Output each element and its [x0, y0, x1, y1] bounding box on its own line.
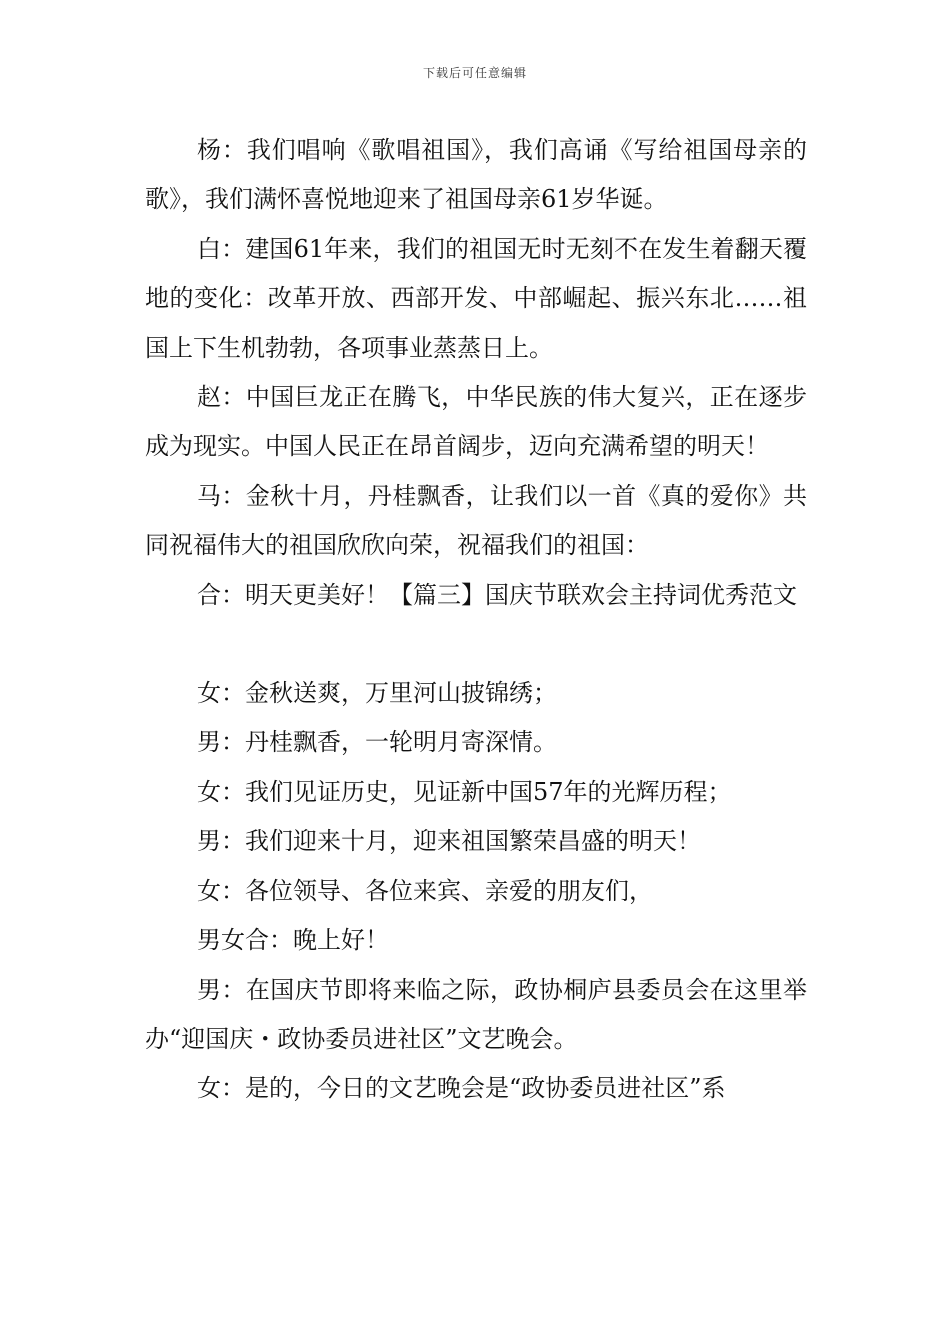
paragraph-male-3: 男：在国庆节即将来临之际，政协桐庐县委员会在这里举办“迎国庆・政协委员进社区”文艺晚会。 — [145, 975, 807, 1053]
paragraph-female-1: 女：金秋送爽，万里河山披锦绣； — [197, 679, 557, 708]
paragraph-bai: 白：建国61年来，我们的祖国无时无刻不在发生着翻天覆地的变化：改革开放、西部开发、中部崛起、振兴东北……祖国上下生机勃勃，各项事业蒸蒸日上。 — [145, 234, 807, 362]
paragraph-gap — [145, 620, 807, 669]
paragraph-male-1: 男：丹桂飘香，一轮明月寄深情。 — [197, 728, 557, 757]
paragraph-together: 男女合：晚上好！ — [197, 926, 389, 955]
paragraph-yang: 杨：我们唱响《歌唱祖国》，我们高诵《写给祖国母亲的歌》，我们满怀喜悦地迎来了祖国母亲61岁华诞。 — [145, 136, 807, 214]
paragraph-female-3: 女：各位领导、各位来宾、亲爱的朋友们， — [197, 876, 653, 905]
page-header-note: 下载后可任意编辑 — [422, 66, 527, 80]
paragraph-female-4: 女：是的，今日的文艺晚会是“政协委员进社区”系 — [197, 1074, 726, 1103]
paragraph-zhao: 赵：中国巨龙正在腾飞，中华民族的伟大复兴，正在逐步成为现实。中国人民正在昂首阔步，迈向充满希望的明天！ — [145, 383, 807, 461]
paragraph-ma: 马：金秋十月，丹桂飘香，让我们以一首《真的爱你》共同祝福伟大的祖国欣欣向荣，祝福我们的祖国： — [145, 481, 807, 560]
paragraph-female-2: 女：我们见证历史，见证新中国57年的光辉历程； — [197, 777, 732, 806]
paragraph-male-2: 男：我们迎来十月，迎来祖国繁荣昌盛的明天！ — [197, 827, 701, 856]
document-body — [145, 126, 807, 1114]
paragraph-he-section-three: 合：明天更美好！【篇三】国庆节联欢会主持词优秀范文 — [197, 580, 797, 609]
